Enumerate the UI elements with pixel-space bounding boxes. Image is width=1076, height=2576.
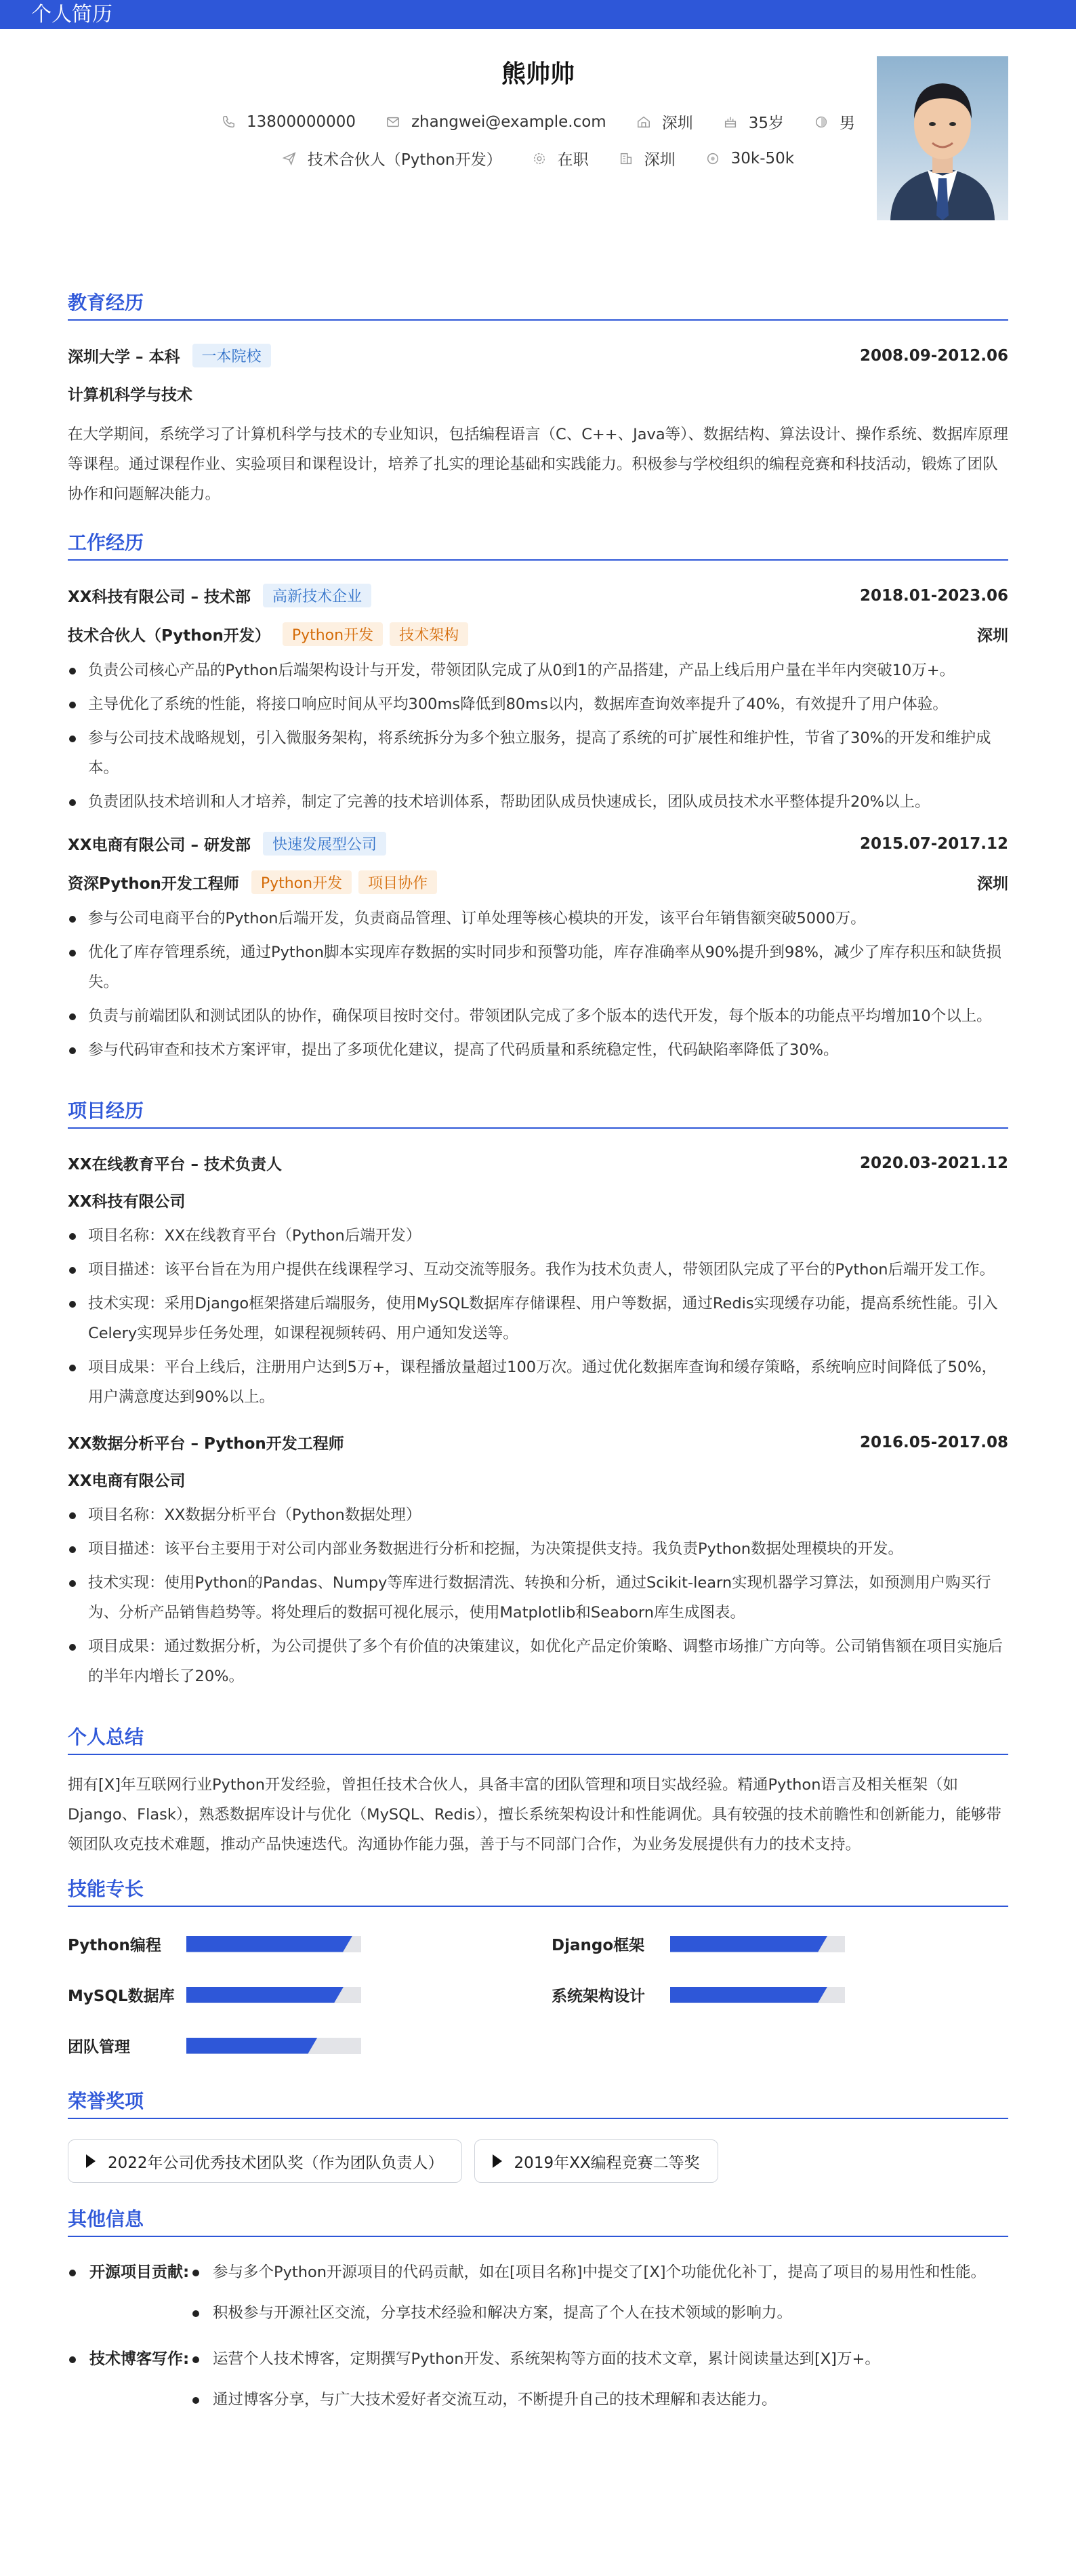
other-list xyxy=(68,2257,1008,2426)
section-title: 项目经历 xyxy=(68,1096,1008,1129)
resume-topbar xyxy=(0,0,1076,29)
list-item: 参与代码审查和技术方案评审，提出了多项优化建议，提高了代码质量和系统稳定性，代码缺陷率降低了30%。 xyxy=(68,1035,1008,1065)
email-text: zhangwei@example.com xyxy=(411,113,606,131)
profile-header xyxy=(68,29,1008,253)
skill-name: 团队管理 xyxy=(68,2038,130,2056)
topbar-title: 个人简历 xyxy=(31,3,112,26)
work-role-row xyxy=(68,622,1008,646)
education-description: 在大学期间，系统学习了计算机科学与技术的专业知识，包括编程语言（C、C++、Java等）、数据结构、算法设计、操作系统、数据库原理等课程。通过课程作业、实验项目和课程设计，培养了扎实的理论基础和实践能力。积极参与学校组织的编程竞赛和科技活动，锻炼了团队协作和问题解决能力。 xyxy=(68,426,1008,503)
skill-bar xyxy=(186,1936,361,1952)
project-entry-head xyxy=(68,1152,1008,1174)
summary-text: 拥有[X]年互联网行业Python开发经验，曾担任技术合伙人，具备丰富的团队管理和项目实战经验。精通Python语言及相关框架（如Django、Flask），熟悉数据库设计与优化（MySQL、Redis），擅长系统架构设计和性能调优。具有较强的技术前瞻性和创新能力，能够带领团队攻克技术难题，推动产品快速迭代。沟通协作能力强，善于与不同部门合作，为业务发展提供有力的技术支持。 xyxy=(68,1776,1001,1853)
skill-item xyxy=(68,1933,524,1955)
work-entry-head xyxy=(68,584,1008,607)
other-section xyxy=(68,2205,1008,2426)
mail-icon xyxy=(386,115,400,129)
city-item xyxy=(636,110,693,133)
award-item xyxy=(68,2139,462,2183)
city-text: 深圳 xyxy=(661,115,693,132)
award-text: 2019年XX编程竞赛二等奖 xyxy=(514,2154,700,2172)
target-city-text: 深圳 xyxy=(644,151,676,169)
skill-bar-fill xyxy=(186,1936,352,1952)
gender-item xyxy=(814,110,855,133)
resume-page xyxy=(0,29,1076,2426)
status-item xyxy=(532,147,589,169)
skill-name: Django框架 xyxy=(552,1937,645,1954)
list-item: 参与公司电商平台的Python后端开发，负责商品管理、订单处理等核心模块的开发，该平台年销售额突破5000万。 xyxy=(68,904,1008,933)
company-name: XX电商有限公司 – 研发部 xyxy=(68,837,251,854)
age-item xyxy=(723,110,784,133)
project-entry xyxy=(68,1152,1008,1412)
work-entry-head xyxy=(68,832,1008,856)
summary-section xyxy=(68,1723,1008,1859)
status-text: 在职 xyxy=(557,151,589,169)
role-name: 资深Python开发工程师 xyxy=(68,875,239,893)
project-entry xyxy=(68,1431,1008,1691)
skill-bar-fill xyxy=(670,1936,827,1952)
salary-icon xyxy=(705,151,720,166)
list-item: 主导优化了系统的性能，将接口响应时间从平均300ms降低到80ms以内，数据库查询效率提升了40%，有效提升了用户体验。 xyxy=(68,689,1008,719)
role-name: 技术合伙人（Python开发） xyxy=(68,627,270,645)
building-icon xyxy=(619,151,634,166)
work-entry xyxy=(68,584,1008,817)
work-role-row xyxy=(68,870,1008,894)
list-item: 项目描述：该平台旨在为用户提供在线课程学习、互动交流等服务。我作为技术负责人，带领团队完成了平台的Python后端开发工作。 xyxy=(68,1255,1008,1285)
list-item: 技术实现：采用Django框架搭建后端服务，使用MySQL数据库存储课程、用户等数据，通过Redis实现缓存功能，提高系统性能。引入Celery实现异步任务处理，如课程视频转码、用户通知发送等。 xyxy=(68,1289,1008,1348)
list-item: 项目名称：XX数据分析平台（Python数据处理） xyxy=(68,1500,1008,1530)
target-city-item xyxy=(619,147,676,169)
skill-bar-fill xyxy=(186,1987,344,2003)
role-tag: Python开发 xyxy=(251,870,352,894)
skills-section xyxy=(68,1874,1008,2057)
skill-bar xyxy=(186,1987,361,2003)
section-title: 工作经历 xyxy=(68,528,1008,561)
company-name: XX科技有限公司 – 技术部 xyxy=(68,588,251,606)
other-row xyxy=(68,2344,1008,2426)
skill-item xyxy=(552,1933,1008,1955)
project-date: 2020.03-2021.12 xyxy=(859,1154,1008,1172)
work-city: 深圳 xyxy=(977,627,1008,645)
skill-bar xyxy=(186,2038,361,2054)
projects-section xyxy=(68,1096,1008,1691)
role-tag: 技术架构 xyxy=(390,622,468,646)
section-title: 技能专长 xyxy=(68,1874,1008,1907)
company-tag: 高新技术企业 xyxy=(263,584,371,607)
list-item: 参与公司技术战略规划，引入微服务架构，将系统拆分为多个独立服务，提高了系统的可扩展性和维护性，节省了30%的开发和维护成本。 xyxy=(68,723,1008,783)
awards-section xyxy=(68,2087,1008,2183)
project-name: XX在线教育平台 – 技术负责人 xyxy=(68,1156,282,1173)
work-bullets xyxy=(68,656,1008,817)
school-tag: 一本院校 xyxy=(192,344,271,367)
work-date: 2015.07-2017.12 xyxy=(859,834,1008,853)
skill-bar-fill xyxy=(670,1987,827,2003)
education-section xyxy=(68,288,1008,509)
list-item: 负责与前端团队和测试团队的协作，确保项目按时交付。带领团队完成了多个版本的迭代开发，每个版本的功能点平均增加10个以上。 xyxy=(68,1001,1008,1031)
home-icon xyxy=(636,115,651,129)
section-title: 其他信息 xyxy=(68,2205,1008,2237)
skill-name: 系统架构设计 xyxy=(552,1988,645,2005)
skills-grid xyxy=(68,1933,1008,2057)
avatar-portrait xyxy=(877,56,1008,220)
list-item: 优化了库存管理系统，通过Python脚本实现库存数据的实时同步和预警功能，库存准确率从90%提升到98%，减少了库存积压和缺货损失。 xyxy=(68,938,1008,997)
salary-item xyxy=(705,150,794,167)
person-name: 熊帅帅 xyxy=(501,60,575,88)
project-company: XX电商有限公司 xyxy=(68,1472,186,1490)
send-icon xyxy=(282,151,297,166)
school-name: 深圳大学 – 本科 xyxy=(68,348,180,366)
skill-item xyxy=(68,2034,524,2057)
phone-text: 13800000000 xyxy=(247,113,356,131)
company-tag: 快速发展型公司 xyxy=(263,832,386,856)
gender-text: 男 xyxy=(839,115,855,132)
triangle-icon xyxy=(493,2154,502,2168)
other-values xyxy=(190,2344,1008,2426)
cake-icon xyxy=(723,115,738,129)
other-values xyxy=(190,2257,1008,2339)
award-item xyxy=(474,2139,718,2183)
education-date: 2008.09-2012.06 xyxy=(859,346,1008,365)
skill-bar xyxy=(670,1936,845,1952)
project-name: XX数据分析平台 – Python开发工程师 xyxy=(68,1435,344,1453)
skill-bar xyxy=(670,1987,845,2003)
work-section xyxy=(68,528,1008,1065)
phone-item xyxy=(221,113,356,131)
section-title: 教育经历 xyxy=(68,288,1008,321)
project-entry-head xyxy=(68,1431,1008,1453)
work-entry xyxy=(68,832,1008,1065)
section-title: 荣誉奖项 xyxy=(68,2087,1008,2119)
list-item: 积极参与开源社区交流，分享技术经验和解决方案，提高了个人在技术领域的影响力。 xyxy=(190,2298,1008,2328)
job-intent-row xyxy=(68,147,1008,169)
email-item xyxy=(386,113,606,131)
award-text: 2022年公司优秀技术团队奖（作为团队负责人） xyxy=(108,2154,444,2172)
work-bullets xyxy=(68,904,1008,1065)
triangle-icon xyxy=(86,2154,96,2168)
awards-list xyxy=(68,2139,1008,2183)
job-title-item xyxy=(282,147,502,169)
list-item: 项目成果：平台上线后，注册用户达到5万+，课程播放量超过100万次。通过优化数据库查询和缓存策略，系统响应时间降低了50%，用户满意度达到90%以上。 xyxy=(68,1352,1008,1412)
list-item: 参与多个Python开源项目的代码贡献，如在[项目名称]中提交了[X]个功能优化补丁，提高了项目的易用性和性能。 xyxy=(190,2257,1008,2287)
other-row xyxy=(68,2257,1008,2339)
skill-item xyxy=(68,1984,524,2006)
list-item: 技术实现：使用Python的Pandas、Numpy等库进行数据清洗、转换和分析，通过Scikit-learn实现机器学习算法，如预测用户购买行为、分析产品销售趋势等。将处理后的数据可视化展示，使用Matplotlib和Seaborn库生成图表。 xyxy=(68,1568,1008,1628)
contact-row xyxy=(68,110,1008,133)
list-item: 通过博客分享，与广大技术爱好者交流互动，不断提升自己的技术理解和表达能力。 xyxy=(190,2385,1008,2415)
job-title-text: 技术合伙人（Python开发） xyxy=(307,151,502,169)
status-gear-icon xyxy=(532,151,547,166)
work-date: 2018.01-2023.06 xyxy=(859,586,1008,605)
list-item: 运营个人技术博客，定期撰写Python开发、系统架构等方面的技术文章，累计阅读量达到[X]万+。 xyxy=(190,2344,1008,2374)
project-date: 2016.05-2017.08 xyxy=(859,1433,1008,1451)
list-item: 项目名称：XX在线教育平台（Python后端开发） xyxy=(68,1221,1008,1251)
list-item: 负责公司核心产品的Python后端架构设计与开发，带领团队完成了从0到1的产品搭建，产品上线后用户量在半年内突破10万+。 xyxy=(68,656,1008,685)
skill-item xyxy=(552,1984,1008,2006)
list-item: 负责团队技术培训和人才培养，制定了完善的技术培训体系，帮助团队成员快速成长，团队成员技术水平整体提升20%以上。 xyxy=(68,787,1008,817)
project-bullets xyxy=(68,1221,1008,1412)
project-company: XX科技有限公司 xyxy=(68,1193,186,1211)
profile-photo xyxy=(877,56,1008,220)
education-entry-head xyxy=(68,344,1008,367)
age-text: 35岁 xyxy=(748,115,784,132)
skill-name: MySQL数据库 xyxy=(68,1988,175,2005)
salary-text: 30k-50k xyxy=(730,149,795,167)
list-item: 项目描述：该平台主要用于对公司内部业务数据进行分析和挖掘，为决策提供支持。我负责Python数据处理模块的开发。 xyxy=(68,1534,1008,1564)
other-key: 开源项目贡献: xyxy=(68,2257,190,2339)
list-item: 项目成果：通过数据分析，为公司提供了多个有价值的决策建议，如优化产品定价策略、调整市场推广方向等。公司销售额在项目实施后的半年内增长了20%。 xyxy=(68,1632,1008,1691)
major-name: 计算机科学与技术 xyxy=(68,386,192,404)
role-tag: 项目协作 xyxy=(358,870,437,894)
other-key: 技术博客写作: xyxy=(68,2344,190,2426)
gender-icon xyxy=(814,115,829,129)
role-tag: Python开发 xyxy=(283,622,383,646)
section-title: 个人总结 xyxy=(68,1723,1008,1755)
phone-icon xyxy=(221,115,236,129)
project-bullets xyxy=(68,1500,1008,1691)
skill-bar-fill xyxy=(186,2038,318,2054)
skill-name: Python编程 xyxy=(68,1937,161,1954)
work-city: 深圳 xyxy=(977,875,1008,893)
